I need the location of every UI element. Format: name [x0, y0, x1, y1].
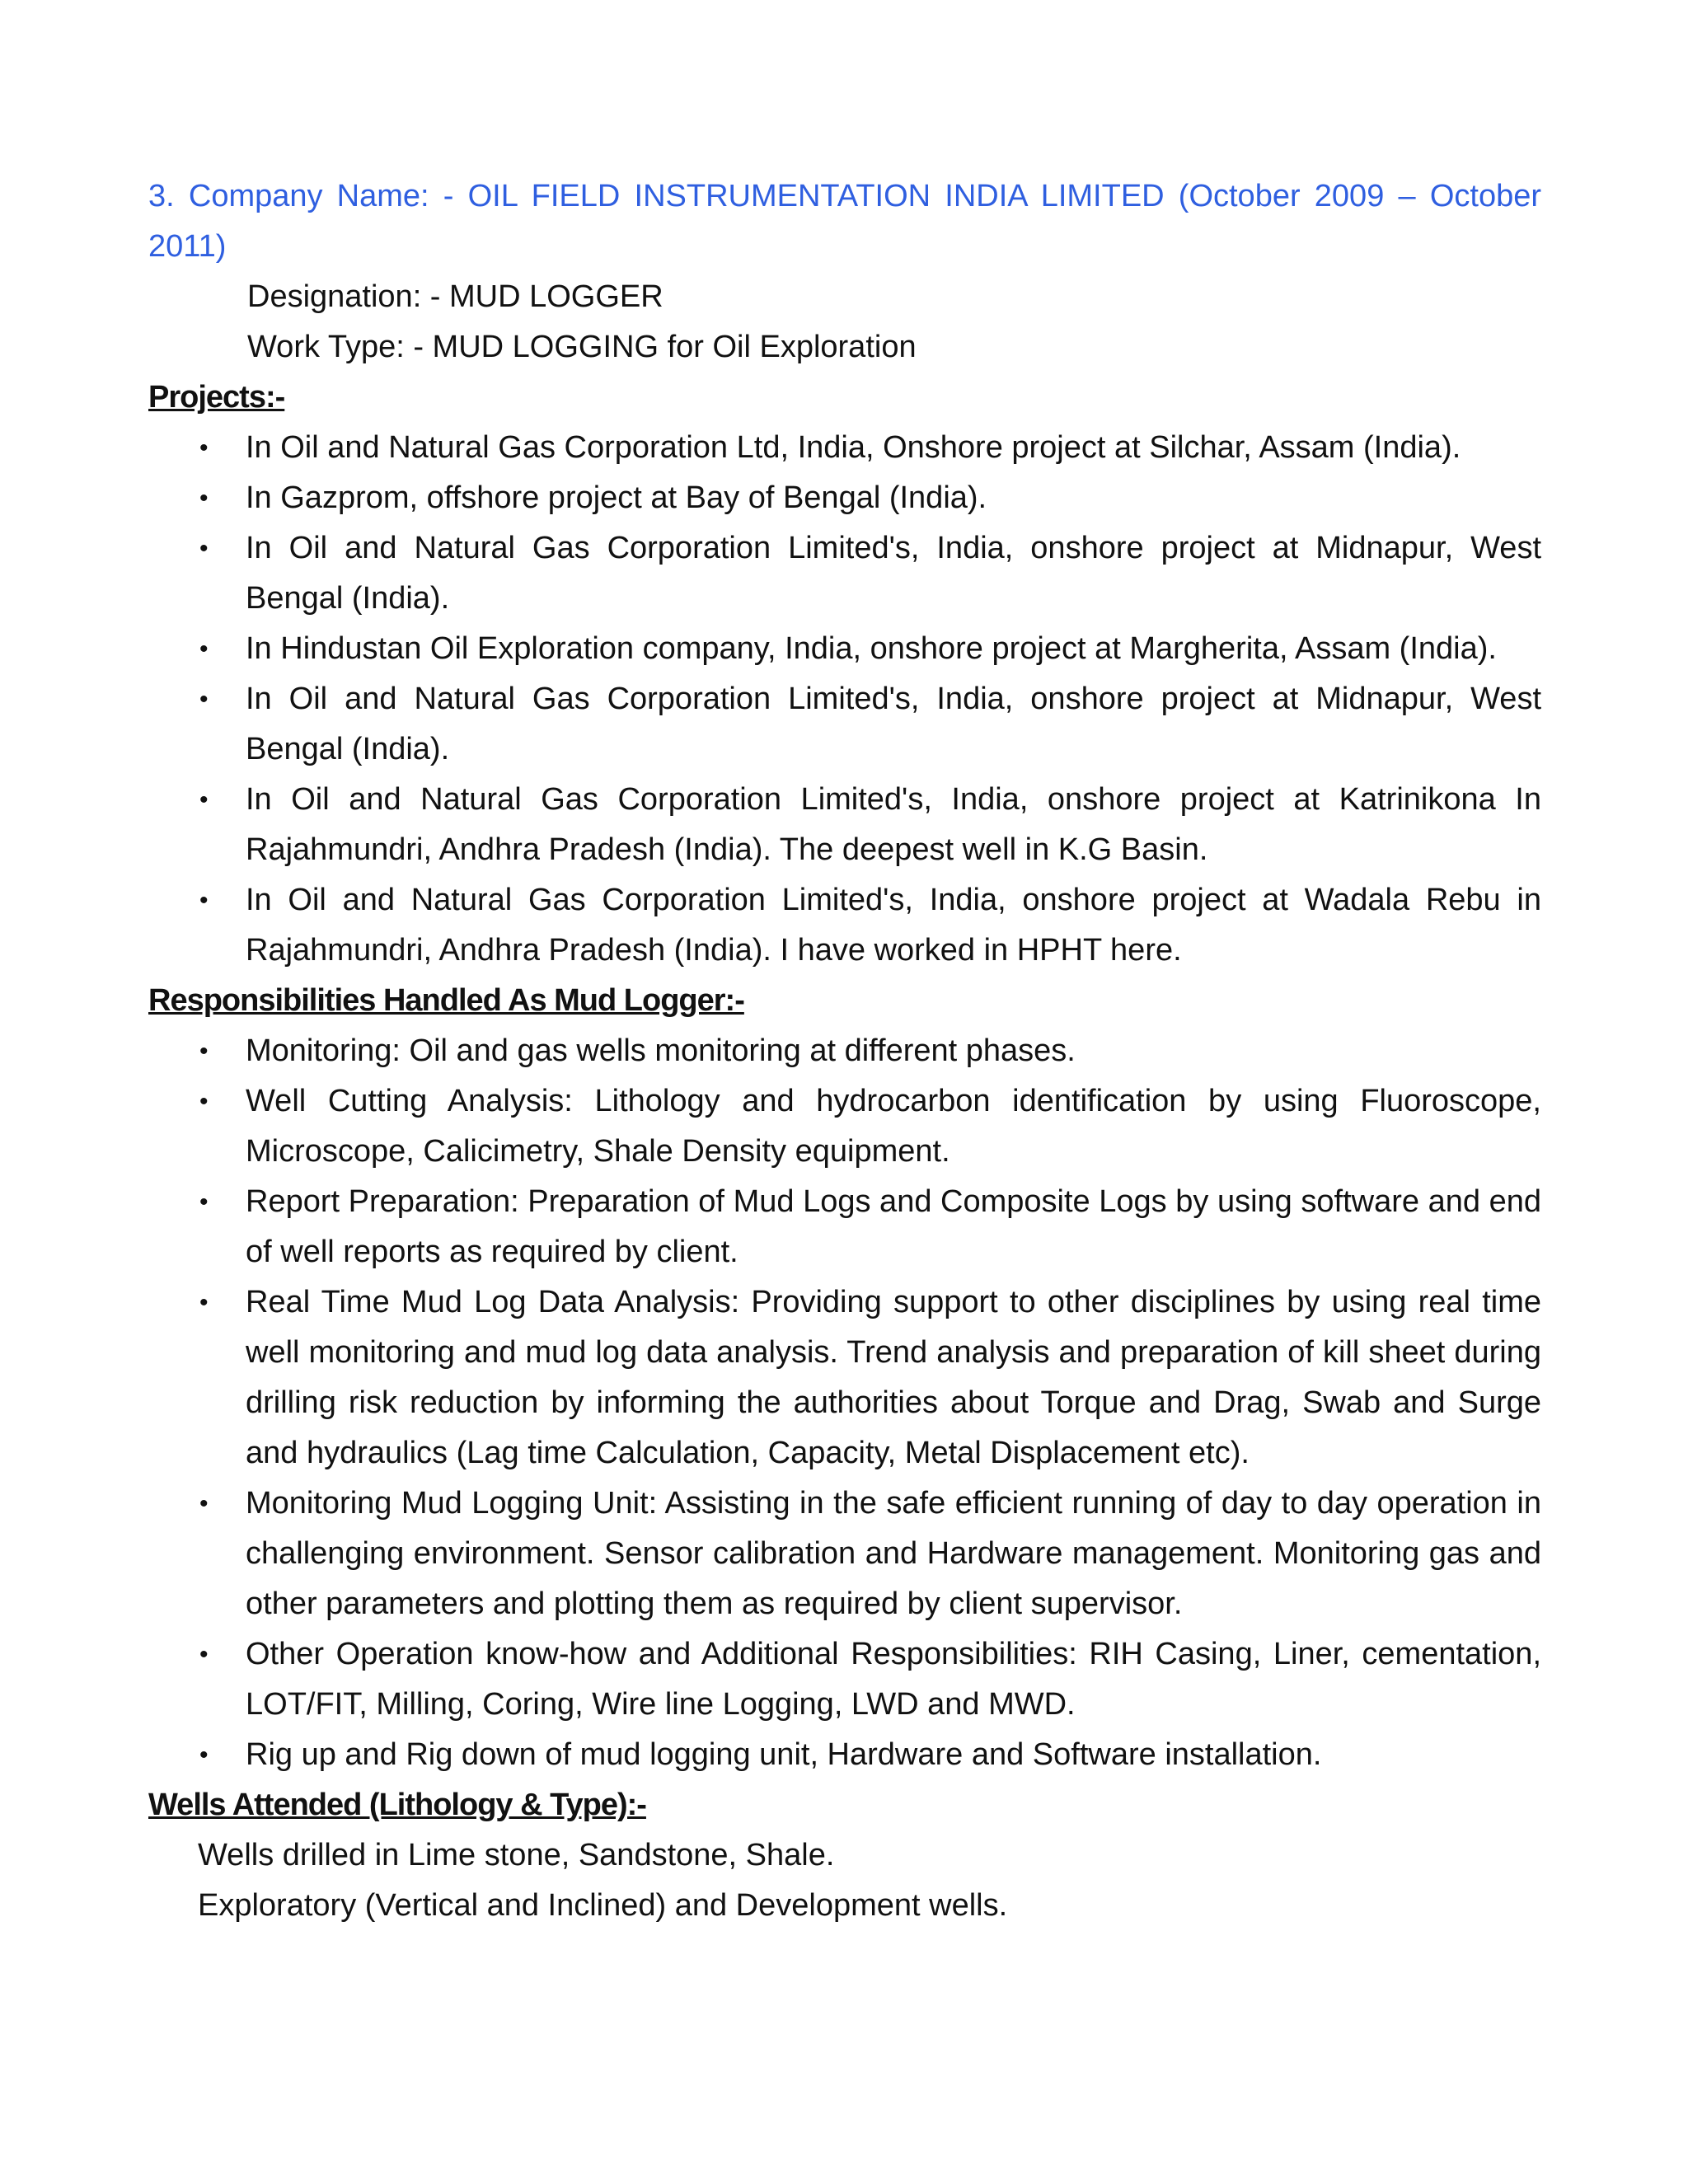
bullet-icon: •	[199, 535, 209, 562]
responsibility-item	[148, 1177, 1541, 1277]
project-text: In Oil and Natural Gas Corporation Limited's, India, onshore project at Midnapur, West Bengal (India).	[246, 531, 1541, 616]
project-item	[148, 473, 1541, 523]
responsibility-item	[148, 1026, 1541, 1076]
project-item	[148, 523, 1541, 624]
bullet-icon: •	[199, 1641, 209, 1668]
responsibility-text: Monitoring Mud Logging Unit: Assisting in the safe efficient running of day to day operation in challenging environment. Sensor calibration and Hardware management. Monitoring gas and other parameters and plotting them as required by client supervisor.	[246, 1486, 1541, 1621]
project-text: In Oil and Natural Gas Corporation Limited's, India, onshore project at Wadala Rebu in Rajahmundri, Andhra Pradesh (India). I have worked in HPHT here.	[246, 883, 1541, 968]
bullet-icon: •	[199, 887, 209, 914]
project-item	[148, 624, 1541, 674]
responsibility-text: Report Preparation: Preparation of Mud Logs and Composite Logs by using software and end of well reports as required by client.	[246, 1184, 1541, 1269]
project-text: In Oil and Natural Gas Corporation Ltd, India, Onshore project at Silchar, Assam (India).	[246, 430, 1461, 465]
responsibility-item	[148, 1479, 1541, 1629]
project-text: In Oil and Natural Gas Corporation Limited's, India, onshore project at Katrinikona In Rajahmundri, Andhra Pradesh (India). The deepest well in K.G Basin.	[246, 782, 1541, 867]
resume-page	[148, 171, 1541, 1931]
bullet-icon: •	[199, 686, 209, 713]
bullet-icon: •	[199, 1088, 209, 1115]
project-text: In Oil and Natural Gas Corporation Limited's, India, onshore project at Midnapur, West Bengal (India).	[246, 682, 1541, 766]
projects-title: Projects:-	[148, 380, 285, 415]
bullet-icon: •	[199, 434, 209, 462]
bullet-icon: •	[199, 786, 209, 813]
bullet-icon: •	[199, 485, 209, 512]
designation-line: Designation: - MUD LOGGER	[247, 279, 663, 314]
work-type-line: Work Type: - MUD LOGGING for Oil Exploration	[247, 330, 917, 364]
project-item	[148, 674, 1541, 775]
responsibilities-title: Responsibilities Handled As Mud Logger:-	[148, 983, 744, 1018]
bullet-icon: •	[199, 1741, 209, 1769]
wells-title: Wells Attended (Lithology & Type):-	[148, 1788, 646, 1822]
bullet-icon: •	[199, 1188, 209, 1216]
company-heading: 3. Company Name: - OIL FIELD INSTRUMENTATION INDIA LIMITED (October 2009 – October 2011)	[148, 179, 1541, 264]
project-text: In Hindustan Oil Exploration company, India, onshore project at Margherita, Assam (India).	[246, 631, 1497, 666]
project-item	[148, 875, 1541, 976]
bullet-icon: •	[199, 1289, 209, 1316]
responsibility-item	[148, 1730, 1541, 1780]
responsibility-text: Real Time Mud Log Data Analysis: Providing support to other disciplines by using real time well monitoring and mud log data analysis. Trend analysis and preparation of kill sheet during drilling risk reduction by informing the authorities about Torque and Drag, Swab and Surge and hydraulics (Lag time Calculation, Capacity, Metal Displacement etc).	[246, 1285, 1541, 1470]
bullet-icon: •	[199, 1038, 209, 1065]
responsibility-text: Rig up and Rig down of mud logging unit, Hardware and Software installation.	[246, 1737, 1322, 1772]
responsibility-item	[148, 1629, 1541, 1730]
responsibility-text: Well Cutting Analysis: Lithology and hydrocarbon identification by using Fluoroscope, Microscope, Calicimetry, Shale Density equipment.	[246, 1084, 1541, 1169]
responsibilities-list	[148, 1026, 1541, 1780]
wells-lithology-line: Wells drilled in Lime stone, Sandstone, Shale.	[198, 1838, 835, 1872]
bullet-icon: •	[199, 1490, 209, 1517]
wells-type-line: Exploratory (Vertical and Inclined) and Development wells.	[198, 1888, 1008, 1923]
responsibility-item	[148, 1277, 1541, 1479]
responsibility-item	[148, 1076, 1541, 1177]
projects-list	[148, 423, 1541, 976]
project-item	[148, 423, 1541, 473]
bullet-icon: •	[199, 635, 209, 663]
responsibility-text: Other Operation know-how and Additional Responsibilities: RIH Casing, Liner, cementation, LOT/FIT, Milling, Coring, Wire line Logging, LWD and MWD.	[246, 1637, 1541, 1722]
responsibility-text: Monitoring: Oil and gas wells monitoring at different phases.	[246, 1033, 1076, 1068]
project-item	[148, 775, 1541, 875]
project-text: In Gazprom, offshore project at Bay of Bengal (India).	[246, 480, 987, 515]
